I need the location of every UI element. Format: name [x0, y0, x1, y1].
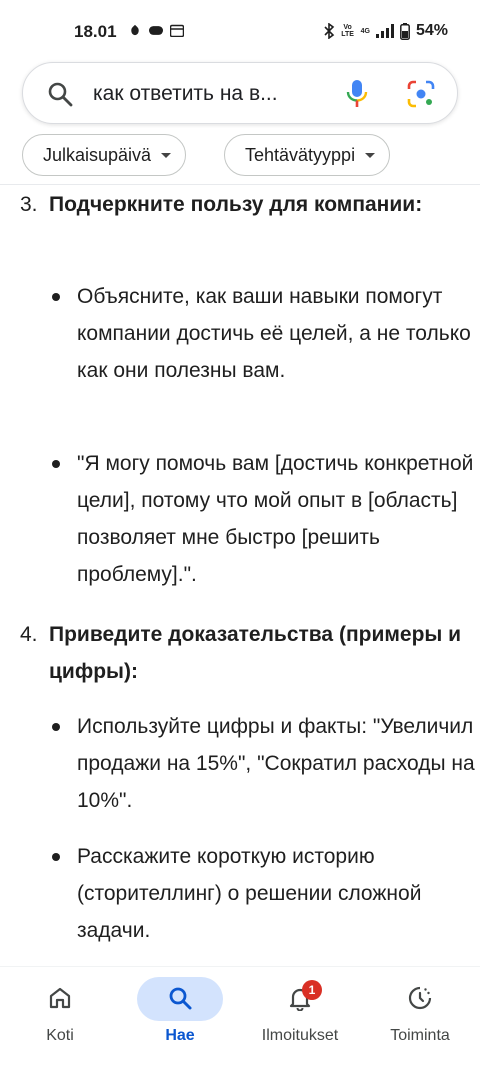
notification-badge-icon — [149, 24, 163, 37]
chevron-down-icon — [365, 153, 375, 158]
notification-calendar-icon — [170, 24, 184, 37]
bullet-dot — [52, 293, 60, 301]
filter-chip-publish-date[interactable] — [22, 134, 186, 176]
notification-badge: 1 — [302, 980, 322, 1000]
activity-icon — [407, 985, 433, 1011]
filter-chips — [0, 128, 480, 184]
system-status — [324, 22, 448, 40]
network-type: 4G — [360, 27, 370, 35]
battery-icon — [400, 23, 410, 40]
status-bar — [0, 0, 480, 64]
status-time: 18.01 — [74, 22, 117, 41]
bullet-dot — [52, 460, 60, 468]
bottom-navigation — [0, 966, 480, 1067]
notification-app-icon — [128, 24, 142, 37]
bullet-dot — [52, 723, 60, 731]
search-icon — [47, 81, 73, 107]
nav-item-notifications[interactable] — [240, 967, 360, 1067]
nav-item-activity[interactable] — [360, 967, 480, 1067]
chevron-down-icon — [161, 153, 171, 158]
nav-label: Hae — [165, 1027, 195, 1044]
search-icon — [167, 985, 193, 1011]
nav-item-search[interactable] — [120, 967, 240, 1067]
list-item-text: Используйте цифры и факты: "Увеличил продажи на 15%", "Сократил расходы на 10%". — [77, 715, 475, 812]
divider — [0, 184, 480, 185]
item-number: 3. — [20, 193, 38, 216]
nav-label: Toiminta — [390, 1027, 450, 1044]
battery-percent: 54% — [415, 22, 448, 39]
item-heading: Подчеркните пользу для компании: — [49, 193, 423, 216]
search-bar[interactable] — [22, 62, 458, 124]
list-item-text: Объясните, как ваши навыки помогут компании достичь её целей, а не только как они полезны вам. — [77, 285, 471, 382]
item-number: 4. — [20, 623, 38, 646]
bullet-dot — [52, 853, 60, 861]
home-icon — [47, 985, 73, 1011]
filter-chip-job-type[interactable] — [224, 134, 390, 176]
signal-icon — [376, 24, 394, 38]
list-item-text: "Я могу помочь вам [достичь конкретной цели], потому что мой опыт в [область] позволяет мне быстро [решить проблему].". — [77, 452, 474, 586]
nav-item-home[interactable] — [0, 967, 120, 1067]
article-content — [0, 186, 480, 966]
search-query[interactable]: как ответить на в... — [93, 82, 278, 105]
google-lens-icon[interactable] — [407, 80, 435, 108]
item-heading: Приведите доказательства (примеры и цифры): — [49, 623, 462, 683]
filter-chip-label: Tehtävätyyppi — [245, 144, 356, 165]
filter-chip-label: Julkaisupäivä — [43, 144, 152, 165]
volte-indicator: Vo LTE — [341, 24, 354, 38]
nav-label: Koti — [46, 1027, 74, 1044]
bluetooth-icon — [324, 23, 335, 39]
microphone-icon[interactable] — [345, 79, 369, 109]
list-item-text: Расскажите короткую историю (сторителлинг) о решении сложной задачи. — [77, 845, 422, 942]
nav-label: Ilmoitukset — [261, 1027, 339, 1044]
notification-icons — [128, 24, 184, 37]
